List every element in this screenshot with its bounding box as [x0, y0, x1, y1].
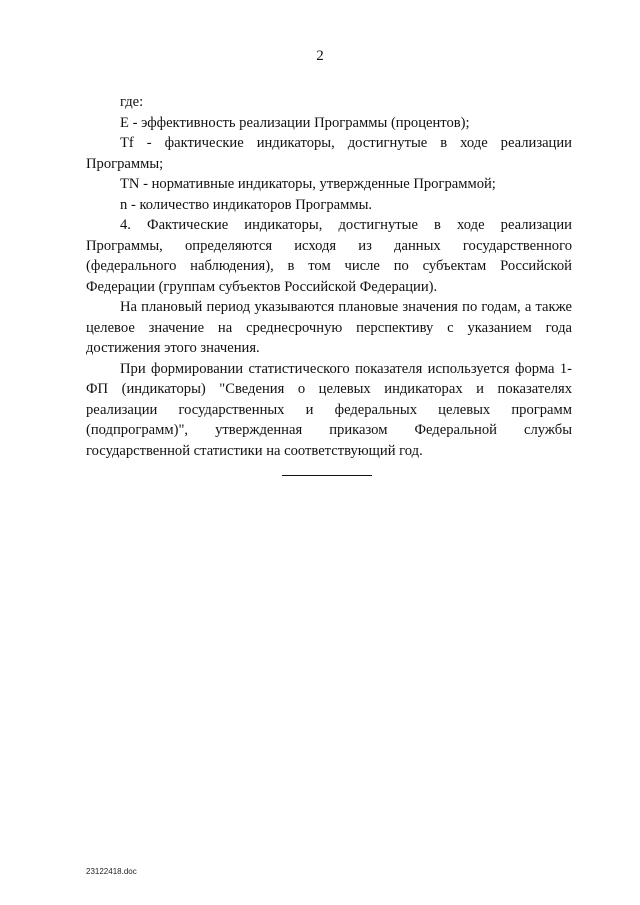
paragraph-actual-indicators: 4. Фактические индикаторы, достигнутые в ходе реализации Программы, определяются исходя из данных государственного (федерального наблюдения), в том числе по субъектам Российской Федерации (группам субъектов Российской Федерации).: [86, 217, 572, 295]
document-body: [86, 92, 572, 461]
closing-rule: [282, 475, 372, 476]
footer-filename: 23122418.doc: [86, 867, 137, 876]
page-number: 2: [316, 48, 324, 64]
paragraph-tn-definition: TN - нормативные индикаторы, утвержденные Программой;: [120, 176, 496, 192]
paragraph-n-definition: n - количество индикаторов Программы.: [120, 196, 373, 213]
paragraph-e-definition: E - эффективность реализации Программы (процентов);: [120, 114, 470, 131]
paragraph-where: где:: [120, 94, 144, 110]
paragraph-statistical-form: При формировании статистического показателя используется форма 1-ФП (индикаторы) "Сведения о целевых индикаторах и показателях реализации государственных и федеральных целевых программ (подпрограмм)", утвержденная приказом Федеральной службы государственной статистики на соответствующий год.: [86, 360, 572, 459]
paragraph-planning-period: На плановый период указываются плановые значения по годам, а также целевое значение на среднесрочную перспективу с указанием года достижения этого значения.: [86, 299, 572, 356]
paragraph-tf-definition: Tf - фактические индикаторы, достигнутые в ходе реализации Программы;: [86, 135, 572, 172]
